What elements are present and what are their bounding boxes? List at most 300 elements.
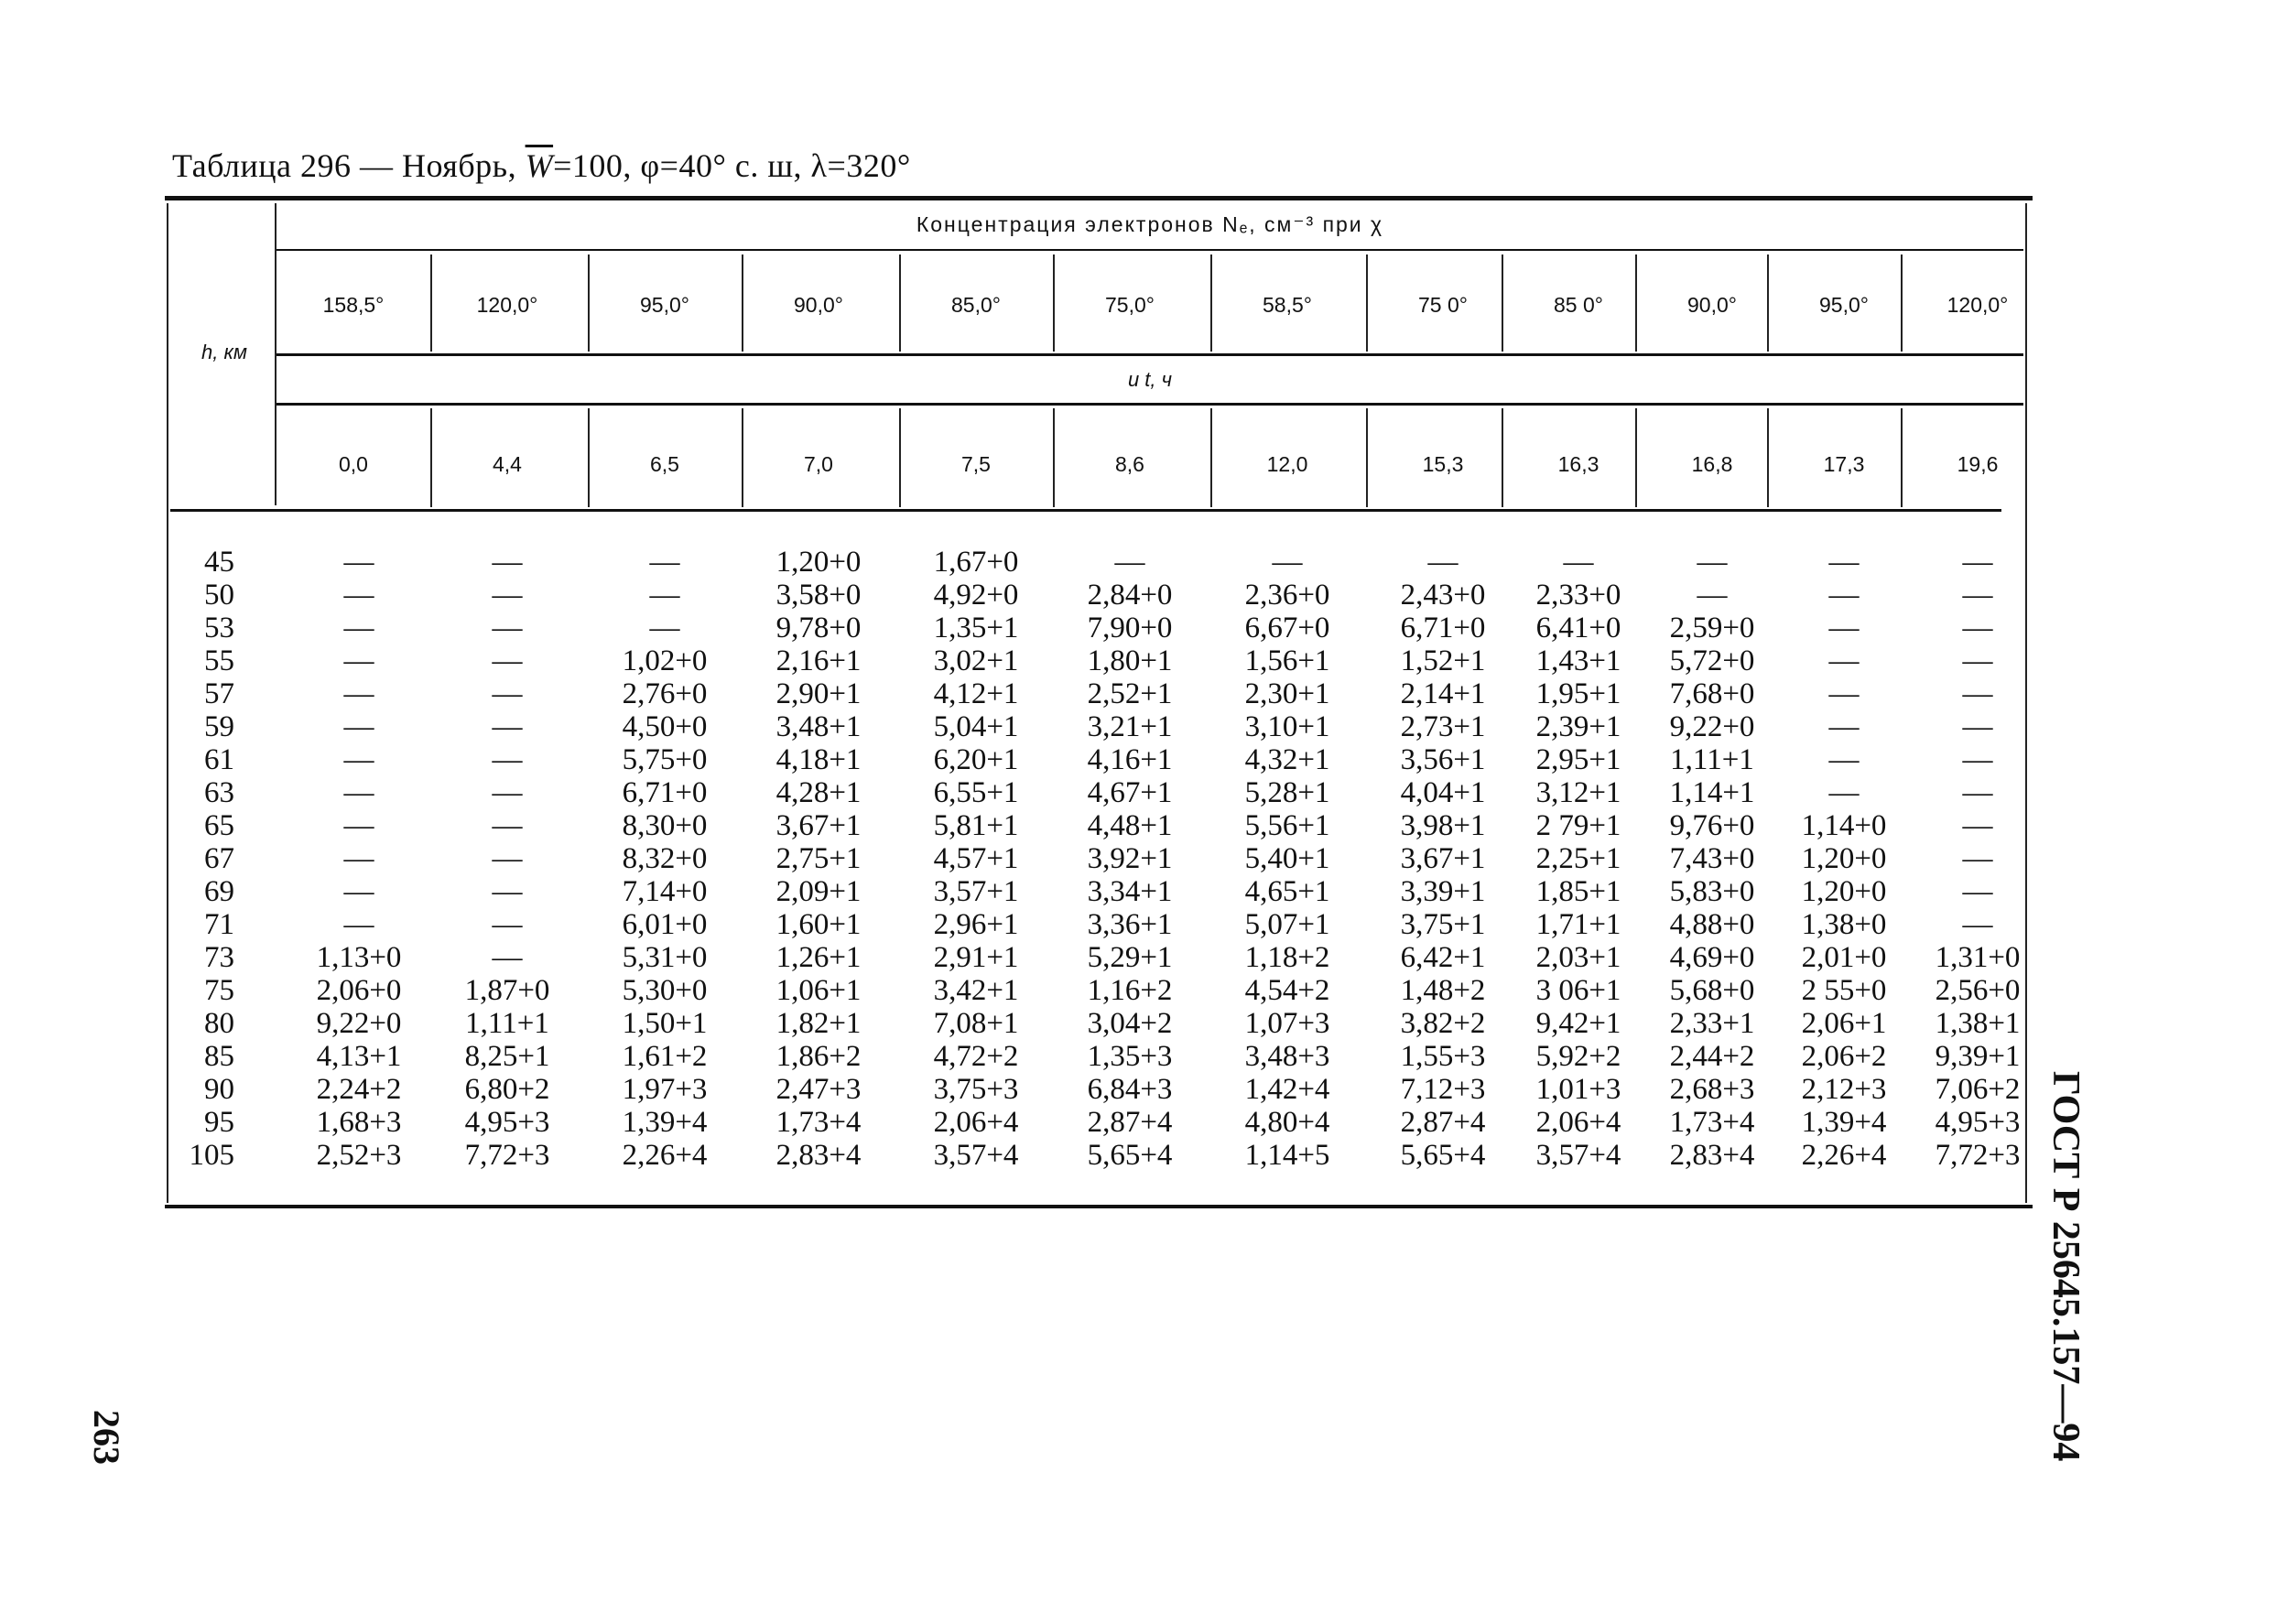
density-value: 4,48+1	[1087, 809, 1173, 842]
density-value: 1,11+1	[465, 1007, 549, 1040]
density-value: 1,13+0	[316, 941, 402, 974]
density-value: 2,06+4	[933, 1106, 1019, 1139]
density-value: 3,98+1	[1400, 809, 1486, 842]
density-value: 2,30+1	[1244, 677, 1330, 710]
time-header-6: 12,0	[1266, 452, 1308, 476]
time-header-2: 6,5	[650, 452, 679, 476]
height-value: 73	[204, 941, 234, 974]
density-value: 4,57+1	[933, 842, 1019, 875]
top-rule	[165, 196, 2033, 200]
chi-header-0: 158,5°	[322, 293, 385, 317]
density-value: —	[1962, 908, 1993, 941]
density-value: —	[1962, 776, 1993, 809]
density-value: 3,34+1	[1087, 875, 1173, 908]
density-value: —	[1962, 612, 1993, 644]
density-value: 1,35+1	[933, 612, 1019, 644]
density-value: 3 06+1	[1535, 974, 1621, 1007]
height-value: 57	[204, 677, 234, 710]
density-value: —	[343, 842, 374, 875]
density-value: 1,67+0	[933, 546, 1019, 579]
chi-col-divider	[430, 254, 432, 352]
chi-col-divider	[588, 254, 590, 352]
chi-rule	[277, 353, 2023, 356]
density-value: 2,24+2	[316, 1073, 402, 1106]
density-value: 5,29+1	[1087, 941, 1173, 974]
density-value: —	[1828, 612, 1860, 644]
density-value: 4,69+0	[1669, 941, 1755, 974]
caption-w-symbol: $\overline{W}$	[525, 147, 554, 184]
density-value: —	[343, 546, 374, 579]
density-value: 2,06+2	[1801, 1040, 1887, 1073]
density-value: 2,90+1	[775, 677, 862, 710]
height-value: 75	[204, 974, 234, 1007]
density-value: 2,33+0	[1535, 579, 1621, 612]
chi-header-4: 85,0°	[951, 293, 1001, 317]
time-header-4: 7,5	[961, 452, 991, 476]
density-value: 4,50+0	[622, 710, 708, 743]
density-value: 4,95+3	[464, 1106, 550, 1139]
time-col-divider	[430, 408, 432, 507]
density-value: 5,81+1	[933, 809, 1019, 842]
density-value: —	[492, 644, 523, 677]
density-value: 8,30+0	[622, 809, 708, 842]
density-value: 3,67+1	[775, 809, 862, 842]
density-value: 3,04+2	[1087, 1007, 1173, 1040]
time-header-7: 15,3	[1422, 452, 1464, 476]
density-value: 8,32+0	[622, 842, 708, 875]
density-value: 3,42+1	[933, 974, 1019, 1007]
density-value: —	[492, 579, 523, 612]
density-value: 2,12+3	[1801, 1073, 1887, 1106]
caption-rest: =100, φ=40° с. ш, λ=320°	[553, 147, 911, 184]
density-value: 1,07+3	[1244, 1007, 1330, 1040]
density-value: 7,12+3	[1400, 1073, 1486, 1106]
density-value: 9,76+0	[1669, 809, 1755, 842]
time-header-10: 17,3	[1823, 452, 1865, 476]
height-value: 63	[204, 776, 234, 809]
density-value: 4,72+2	[933, 1040, 1019, 1073]
density-value: —	[492, 809, 523, 842]
density-value: 9,39+1	[1935, 1040, 2021, 1073]
density-value: 2,84+0	[1087, 579, 1173, 612]
density-value: —	[1962, 644, 1993, 677]
density-value: 2,03+1	[1535, 941, 1621, 974]
chi-col-divider	[1053, 254, 1055, 352]
density-value: 2,06+4	[1535, 1106, 1621, 1139]
density-value: 4,95+3	[1935, 1106, 2021, 1139]
density-value: 3,67+1	[1400, 842, 1486, 875]
density-value: 4,28+1	[775, 776, 862, 809]
density-value: 2,83+4	[1669, 1139, 1755, 1172]
density-value: —	[1962, 743, 1993, 776]
density-value: 3,57+4	[933, 1139, 1019, 1172]
density-value: 9,22+0	[1669, 710, 1755, 743]
density-value: —	[1828, 710, 1860, 743]
density-value: —	[649, 546, 680, 579]
density-value: 8,25+1	[464, 1040, 550, 1073]
density-value: 2,25+1	[1535, 842, 1621, 875]
density-value: 5,31+0	[622, 941, 708, 974]
time-col-divider	[1053, 408, 1055, 507]
height-value: 67	[204, 842, 234, 875]
density-value: 5,28+1	[1244, 776, 1330, 809]
density-value: 3,82+2	[1400, 1007, 1486, 1040]
density-value: —	[1962, 677, 1993, 710]
density-value: —	[1828, 743, 1860, 776]
density-value: 5,65+4	[1400, 1139, 1486, 1172]
density-value: 2,47+3	[775, 1073, 862, 1106]
height-value: 45	[204, 546, 234, 579]
table-caption	[172, 146, 911, 185]
height-value: 85	[204, 1040, 234, 1073]
density-value: —	[1828, 546, 1860, 579]
density-value: —	[492, 612, 523, 644]
density-value: 2,33+1	[1669, 1007, 1755, 1040]
density-value: 1,71+1	[1535, 908, 1621, 941]
density-value: 3,56+1	[1400, 743, 1486, 776]
density-value: 1,20+0	[1801, 875, 1887, 908]
time-header-8: 16,3	[1557, 452, 1599, 476]
density-value: 5,04+1	[933, 710, 1019, 743]
time-rule	[277, 403, 2023, 406]
density-value: 2,26+4	[622, 1139, 708, 1172]
chi-header-7: 75 0°	[1418, 293, 1468, 317]
density-value: —	[1962, 546, 1993, 579]
density-value: 3,48+3	[1244, 1040, 1330, 1073]
density-value: —	[649, 612, 680, 644]
density-value: —	[343, 776, 374, 809]
density-value: 2,01+0	[1801, 941, 1887, 974]
density-value: 2,16+1	[775, 644, 862, 677]
density-value: 5,07+1	[1244, 908, 1330, 941]
density-value: 1,14+1	[1669, 776, 1755, 809]
density-value: 1,43+1	[1535, 644, 1621, 677]
density-value: 2,06+1	[1801, 1007, 1887, 1040]
density-value: —	[1828, 579, 1860, 612]
density-value: 3,39+1	[1400, 875, 1486, 908]
density-value: 2,09+1	[775, 875, 862, 908]
density-value: —	[1697, 579, 1728, 612]
density-value: —	[1962, 710, 1993, 743]
density-value: 7,43+0	[1669, 842, 1755, 875]
density-value: 4,04+1	[1400, 776, 1486, 809]
density-value: 1,56+1	[1244, 644, 1330, 677]
density-value: 1,60+1	[775, 908, 862, 941]
density-value: 3,92+1	[1087, 842, 1173, 875]
density-value: 2,14+1	[1400, 677, 1486, 710]
height-value: 69	[204, 875, 234, 908]
density-value: 3,48+1	[775, 710, 862, 743]
density-value: —	[492, 546, 523, 579]
density-value: —	[492, 677, 523, 710]
time-header-5: 8,6	[1115, 452, 1144, 476]
density-value: 1,11+1	[1670, 743, 1754, 776]
density-value: 5,40+1	[1244, 842, 1330, 875]
density-value: 5,72+0	[1669, 644, 1755, 677]
density-value: —	[492, 941, 523, 974]
density-value: 1,26+1	[775, 941, 862, 974]
density-value: 1,87+0	[464, 974, 550, 1007]
density-value: 1,61+2	[622, 1040, 708, 1073]
density-value: 6,55+1	[933, 776, 1019, 809]
density-value: —	[1962, 875, 1993, 908]
height-value: 71	[204, 908, 234, 941]
time-col-divider	[1767, 408, 1769, 507]
header-bottom-rule	[170, 509, 2001, 512]
density-value: 2,95+1	[1535, 743, 1621, 776]
density-value: 4,13+1	[316, 1040, 402, 1073]
density-value: 2,87+4	[1400, 1106, 1486, 1139]
density-value: 1,39+4	[1801, 1106, 1887, 1139]
density-value: 6,42+1	[1400, 941, 1486, 974]
density-value: 1,14+0	[1801, 809, 1887, 842]
density-value: —	[1828, 644, 1860, 677]
bottom-rule	[165, 1205, 2033, 1208]
density-value: 4,67+1	[1087, 776, 1173, 809]
density-value: 2,73+1	[1400, 710, 1486, 743]
time-header-1: 4,4	[493, 452, 522, 476]
density-value: 2,91+1	[933, 941, 1019, 974]
density-value: 3,21+1	[1087, 710, 1173, 743]
time-col-divider	[742, 408, 743, 507]
density-value: 2,75+1	[775, 842, 862, 875]
density-value: —	[492, 875, 523, 908]
density-value: 1,82+1	[775, 1007, 862, 1040]
density-value: 1,06+1	[775, 974, 862, 1007]
density-value: 2,83+4	[775, 1139, 862, 1172]
density-value: 9,78+0	[775, 612, 862, 644]
chi-header-8: 85 0°	[1554, 293, 1603, 317]
density-value: 5,56+1	[1244, 809, 1330, 842]
density-value: 2,52+3	[316, 1139, 402, 1172]
chi-header-11: 120,0°	[1946, 293, 2009, 317]
density-value: —	[343, 875, 374, 908]
density-value: —	[649, 579, 680, 612]
density-value: 1,42+4	[1244, 1073, 1330, 1106]
density-value: —	[1962, 842, 1993, 875]
density-value: 2,36+0	[1244, 579, 1330, 612]
density-value: 3,75+3	[933, 1073, 1019, 1106]
time-col-divider	[1502, 408, 1503, 507]
chi-col-divider	[1767, 254, 1769, 352]
density-value: —	[492, 743, 523, 776]
chi-header-3: 90,0°	[794, 293, 843, 317]
time-header-11: 19,6	[1957, 452, 1999, 476]
density-value: 6,71+0	[622, 776, 708, 809]
density-value: 1,38+1	[1935, 1007, 2021, 1040]
density-value: 1,50+1	[622, 1007, 708, 1040]
height-value: 61	[204, 743, 234, 776]
time-col-divider	[899, 408, 901, 507]
density-value: 6,80+2	[464, 1073, 550, 1106]
chi-col-divider	[1502, 254, 1503, 352]
page-number: 263	[86, 1410, 127, 1465]
density-value: 3,75+1	[1400, 908, 1486, 941]
time-header-0: 0,0	[339, 452, 368, 476]
density-value: 2,26+4	[1801, 1139, 1887, 1172]
density-value: 6,71+0	[1400, 612, 1486, 644]
density-value: 1,52+1	[1400, 644, 1486, 677]
density-value: —	[1427, 546, 1458, 579]
group-rule	[277, 249, 2023, 251]
chi-header-5: 75,0°	[1105, 293, 1155, 317]
caption-prefix: Таблица 296 — Ноябрь,	[172, 147, 526, 184]
chi-col-divider	[1635, 254, 1637, 352]
chi-header-9: 90,0°	[1687, 293, 1737, 317]
density-value: 2,76+0	[622, 677, 708, 710]
density-value: 9,22+0	[316, 1007, 402, 1040]
density-value: 7,08+1	[933, 1007, 1019, 1040]
density-value: 4,16+1	[1087, 743, 1173, 776]
density-value: 5,30+0	[622, 974, 708, 1007]
density-value: 4,80+4	[1244, 1106, 1330, 1139]
density-value: 1,48+2	[1400, 974, 1486, 1007]
density-value: 2,87+4	[1087, 1106, 1173, 1139]
density-value: 1,85+1	[1535, 875, 1621, 908]
density-value: 2,06+0	[316, 974, 402, 1007]
density-value: 4,18+1	[775, 743, 862, 776]
density-value: 2 79+1	[1535, 809, 1621, 842]
density-value: 4,65+1	[1244, 875, 1330, 908]
density-value: 6,84+3	[1087, 1073, 1173, 1106]
density-value: 4,88+0	[1669, 908, 1755, 941]
height-value: 50	[204, 579, 234, 612]
density-value: —	[343, 579, 374, 612]
density-value: 1,31+0	[1935, 941, 2021, 974]
density-value: 1,14+5	[1244, 1139, 1330, 1172]
density-value: 1,20+0	[775, 546, 862, 579]
density-value: 2,56+0	[1935, 974, 2021, 1007]
time-header-3: 7,0	[804, 452, 833, 476]
density-value: 5,83+0	[1669, 875, 1755, 908]
density-value: —	[492, 908, 523, 941]
density-value: 1,80+1	[1087, 644, 1173, 677]
density-value: 1,16+2	[1087, 974, 1173, 1007]
density-value: 3,57+1	[933, 875, 1019, 908]
density-value: —	[343, 809, 374, 842]
density-value: —	[492, 842, 523, 875]
density-value: 7,72+3	[464, 1139, 550, 1172]
chi-col-divider	[1366, 254, 1368, 352]
density-value: 7,90+0	[1087, 612, 1173, 644]
density-value: 2,52+1	[1087, 677, 1173, 710]
density-value: —	[492, 710, 523, 743]
density-value: 3,02+1	[933, 644, 1019, 677]
gost-side-label: ГОСТ Р 25645.157—94	[2044, 1071, 2087, 1462]
density-value: 5,68+0	[1669, 974, 1755, 1007]
height-value: 95	[204, 1106, 234, 1139]
density-value: 1,55+3	[1400, 1040, 1486, 1073]
density-value: —	[343, 644, 374, 677]
density-value: —	[1828, 677, 1860, 710]
density-value: —	[1272, 546, 1303, 579]
density-value: —	[492, 776, 523, 809]
density-value: 7,72+3	[1935, 1139, 2021, 1172]
chi-col-divider	[1210, 254, 1212, 352]
time-col-divider	[588, 408, 590, 507]
density-value: 2,44+2	[1669, 1040, 1755, 1073]
density-value: —	[343, 908, 374, 941]
density-value: 1,68+3	[316, 1106, 402, 1139]
density-value: 7,14+0	[622, 875, 708, 908]
density-value: 3,58+0	[775, 579, 862, 612]
chi-col-divider	[1901, 254, 1903, 352]
density-value: —	[1962, 579, 1993, 612]
density-value: —	[1828, 776, 1860, 809]
chi-header-10: 95,0°	[1819, 293, 1869, 317]
chi-header-6: 58,5°	[1263, 293, 1312, 317]
density-value: 1,73+4	[1669, 1106, 1755, 1139]
density-value: 4,54+2	[1244, 974, 1330, 1007]
density-value: 5,92+2	[1535, 1040, 1621, 1073]
density-value: 2,96+1	[933, 908, 1019, 941]
density-value: 3,12+1	[1535, 776, 1621, 809]
density-value: 6,67+0	[1244, 612, 1330, 644]
density-value: 1,01+3	[1535, 1073, 1621, 1106]
time-col-divider	[1210, 408, 1212, 507]
density-value: 9,42+1	[1535, 1007, 1621, 1040]
density-value: 1,97+3	[622, 1073, 708, 1106]
time-group-label: и t, ч	[1127, 368, 1173, 391]
density-value: 1,38+0	[1801, 908, 1887, 941]
time-col-divider	[1635, 408, 1637, 507]
density-value: —	[343, 677, 374, 710]
density-value: —	[1962, 809, 1993, 842]
density-value: 2,43+0	[1400, 579, 1486, 612]
density-value: 6,41+0	[1535, 612, 1621, 644]
density-value: —	[343, 710, 374, 743]
density-value: 5,65+4	[1087, 1139, 1173, 1172]
concentration-group-label: Концентрация электронов Nₑ, см⁻³ при χ	[916, 212, 1384, 236]
density-value: 2,39+1	[1535, 710, 1621, 743]
density-value: 4,12+1	[933, 677, 1019, 710]
density-value: 1,35+3	[1087, 1040, 1173, 1073]
chi-col-divider	[742, 254, 743, 352]
height-value: 80	[204, 1007, 234, 1040]
height-value: 90	[204, 1073, 234, 1106]
density-value: —	[343, 743, 374, 776]
chi-col-divider	[899, 254, 901, 352]
density-value: 7,06+2	[1935, 1073, 2021, 1106]
time-col-divider	[1901, 408, 1903, 507]
density-value: 1,73+4	[775, 1106, 862, 1139]
density-value: 3,10+1	[1244, 710, 1330, 743]
density-value: —	[1697, 546, 1728, 579]
density-value: —	[1114, 546, 1145, 579]
density-value: 3,36+1	[1087, 908, 1173, 941]
height-value: 65	[204, 809, 234, 842]
density-value: 1,39+4	[622, 1106, 708, 1139]
density-value: 3,57+4	[1535, 1139, 1621, 1172]
density-value: 1,02+0	[622, 644, 708, 677]
density-value: 1,18+2	[1244, 941, 1330, 974]
density-value: —	[343, 612, 374, 644]
density-value: 6,20+1	[933, 743, 1019, 776]
height-value: 55	[204, 644, 234, 677]
time-col-divider	[1366, 408, 1368, 507]
density-value: 1,86+2	[775, 1040, 862, 1073]
density-value: 1,20+0	[1801, 842, 1887, 875]
height-value: 105	[189, 1139, 234, 1172]
density-value: 7,68+0	[1669, 677, 1755, 710]
time-header-9: 16,8	[1691, 452, 1733, 476]
height-value: 53	[204, 612, 234, 644]
density-value: 5,75+0	[622, 743, 708, 776]
density-value: 4,32+1	[1244, 743, 1330, 776]
density-value: —	[1563, 546, 1594, 579]
chi-header-2: 95,0°	[640, 293, 689, 317]
height-value: 59	[204, 710, 234, 743]
